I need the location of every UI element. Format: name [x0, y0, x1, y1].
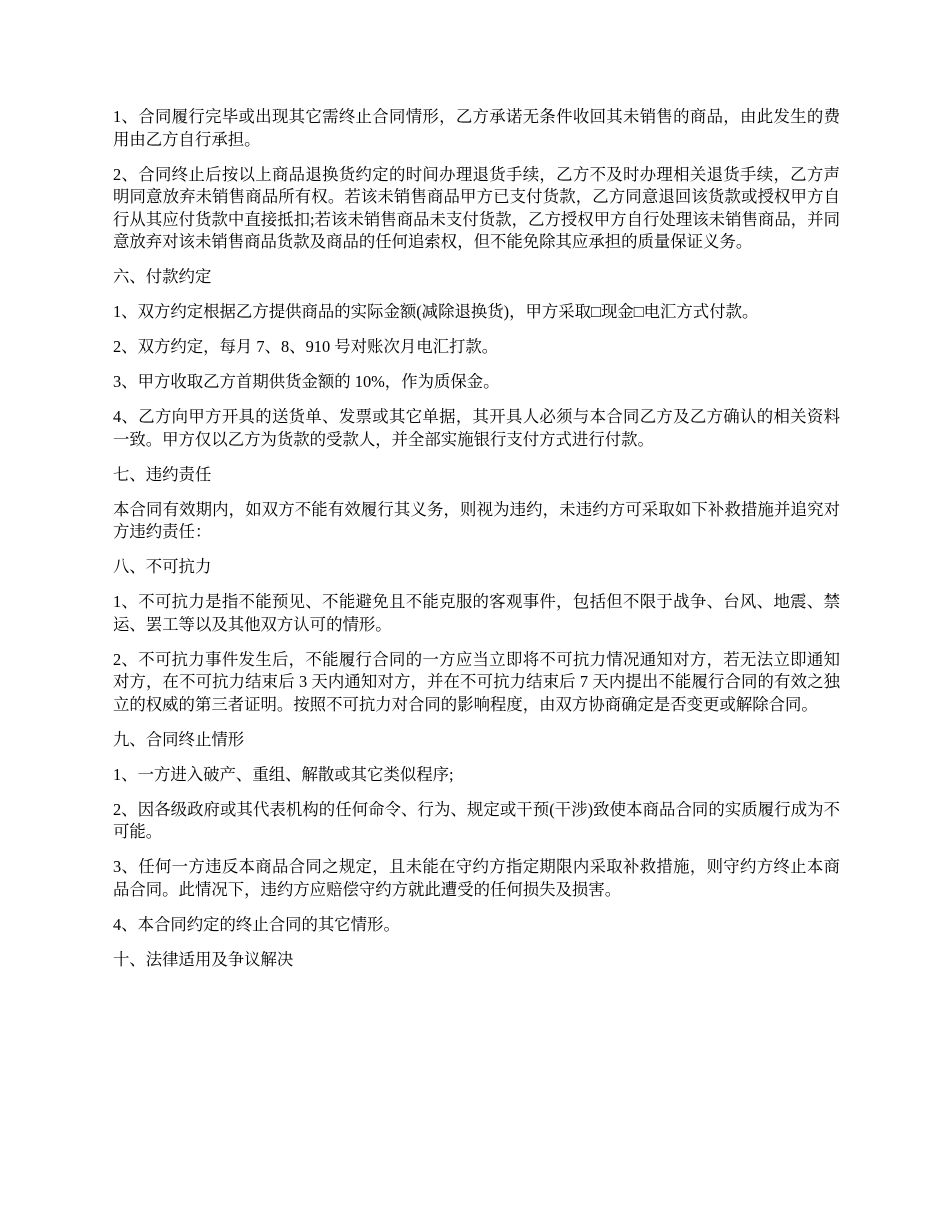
- section-heading-payment: 六、付款约定: [113, 267, 212, 286]
- section-heading-force-majeure: 八、不可抗力: [113, 557, 212, 576]
- paragraph-deposit: 3、甲方收取乙方首期供货金额的 10%，作为质保金。: [113, 372, 500, 391]
- paragraph-force-majeure-notice: 2、不可抗力事件发生后，不能履行合同的一方应当立即将不可抗力情况通知对方，若无法立即通知对方，在不可抗力结束后 3 天内通知对方，并在不可抗力结束后 7 天内提出不能履行合同的有效之独立的权威的第三者证明。按照不可抗力对合同的影响程度，由双方协商确定是否变更或解除合同。: [113, 649, 840, 714]
- paragraph-payment-schedule: 2、双方约定，每月 7、8、910 号对账次月电汇打款。: [113, 337, 499, 356]
- paragraph-return-procedure: 2、合同终止后按以上商品退换货约定的时间办理退货手续，乙方不及时办理相关退货手续，乙方声明同意放弃未销售商品所有权。若该未销售商品甲方已支付货款，乙方同意退回该货款或授权甲方自行从其应付货款中直接抵扣;若该未销售商品未支付货款，乙方授权甲方自行处理该未销售商品，并同意放弃对该未销售商品货款及商品的任何追索权，但不能免除其应承担的质量保证义务。: [113, 164, 840, 251]
- section-heading-termination: 九、合同终止情形: [113, 729, 245, 749]
- paragraph-termination-2: 2、因各级政府或其代表机构的任何命令、行为、规定或干预(干涉)致使本商品合同的实质履行成为不可能。: [113, 799, 840, 841]
- section-heading-liability: 七、违约责任: [113, 464, 212, 484]
- paragraph-termination-3: 3、任何一方违反本商品合同之规定，且未能在守约方指定期限内采取补救措施，则守约方终止本商品合同。此情况下，违约方应赔偿守约方就此遭受的任何损失及损害。: [113, 857, 840, 899]
- paragraph-payment-method: 1、双方约定根据乙方提供商品的实际金额(减除退换货)，甲方采取□现金□电汇方式付款。: [113, 302, 759, 321]
- paragraph-force-majeure-definition: 1、不可抗力是指不能预见、不能避免且不能克服的客观事件，包括但不限于战争、台风、地震、禁运、罢工等以及其他双方认可的情形。: [113, 592, 840, 634]
- section-heading-law: 十、法律适用及争议解决: [113, 949, 294, 969]
- paragraph-termination-4: 4、本合同约定的终止合同的其它情形。: [113, 914, 400, 934]
- paragraph-return-goods: 1、合同履行完毕或出现其它需终止合同情形，乙方承诺无条件收回其未销售的商品，由此发生的费用由乙方自行承担。: [113, 107, 840, 149]
- paragraph-invoice: 4、乙方向甲方开具的送货单、发票或其它单据，其开具人必须与本合同乙方及乙方确认的相关资料一致。甲方仅以乙方为货款的受款人，并全部实施银行支付方式进行付款。: [113, 407, 840, 449]
- document-page: [113, 106, 840, 984]
- paragraph-liability: 本合同有效期内，如双方不能有效履行其义务，则视为违约，未违约方可采取如下补救措施并追究对方违约责任：: [113, 499, 840, 541]
- paragraph-termination-1: 1、一方进入破产、重组、解散或其它类似程序;: [113, 764, 454, 784]
